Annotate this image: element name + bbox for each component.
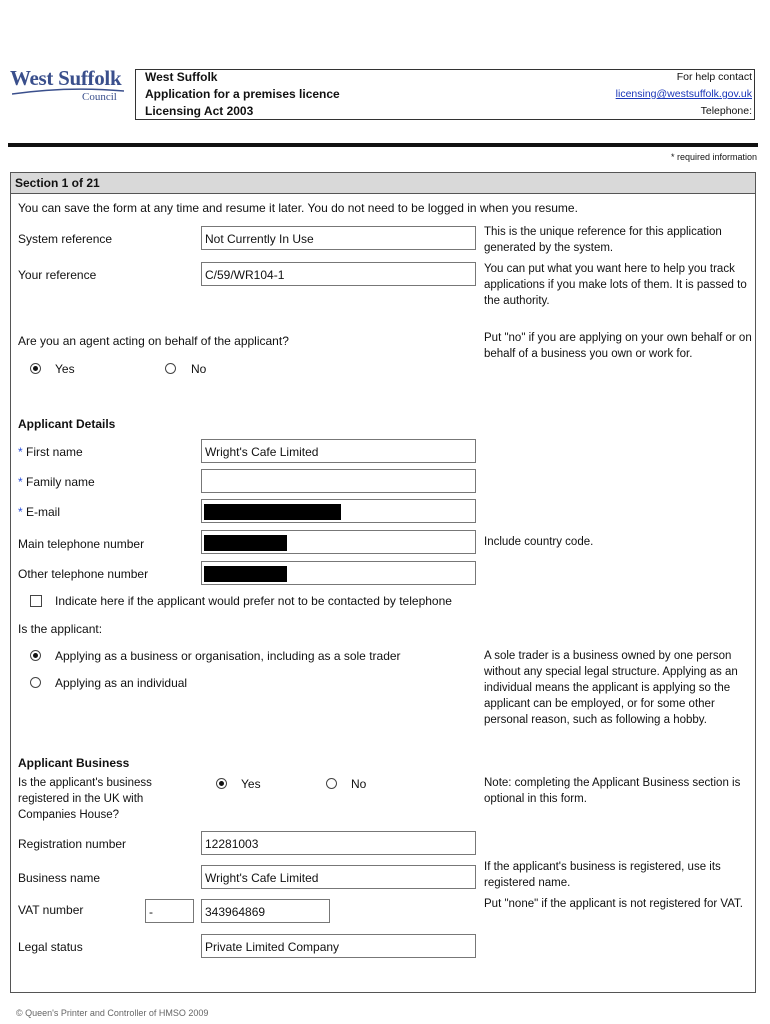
required-star: *	[18, 475, 23, 489]
main-phone-redaction	[204, 535, 287, 551]
help-contact-label: For help contact	[676, 71, 752, 83]
applicant-type-help: A sole trader is a business owned by one person without any special legal structure. Applying as an individual means the applicant is applying so the applicant can be employed, or for some other personal reason, such as following a hobby.	[484, 650, 738, 726]
companies-house-question: Is the applicant's business registered in the UK with Companies House?	[18, 777, 152, 821]
business-name-label: Business name	[18, 871, 101, 885]
applicant-details-heading: Applicant Details	[18, 417, 116, 431]
registration-number-label: Registration number	[18, 837, 127, 851]
applicant-type-business-label: Applying as a business or organisation, including as a sole trader	[55, 649, 401, 663]
system-reference-help: This is the unique reference for this application generated by the system.	[484, 226, 722, 254]
required-star: *	[18, 445, 23, 459]
applicant-business-heading: Applicant Business	[18, 756, 130, 770]
no-phone-contact-label: Indicate here if the applicant would prefer not to be contacted by telephone	[55, 594, 452, 608]
council-logo: West Suffolk	[10, 66, 122, 90]
email-label	[18, 505, 60, 519]
agent-no-radio[interactable]	[165, 363, 176, 374]
your-reference-help: You can put what you want here to help you track applications if you make lots of them. It is passed to the authority.	[484, 263, 747, 307]
first-name-label	[18, 445, 83, 459]
main-phone-help: Include country code.	[484, 536, 594, 548]
first-name-text: First name	[26, 445, 83, 459]
vat-prefix-field[interactable]: -	[145, 899, 194, 923]
agent-yes-radio[interactable]	[30, 363, 41, 374]
business-name-help: If the applicant's business is registered, use its registered name.	[484, 861, 721, 889]
companies-house-yes-radio[interactable]	[216, 778, 227, 789]
header-form-title: Application for a premises licence	[145, 87, 340, 101]
family-name-text: Family name	[26, 475, 95, 489]
system-reference-field[interactable]: Not Currently In Use	[201, 226, 476, 250]
applicant-type-individual-radio[interactable]	[30, 677, 41, 688]
help-email-link[interactable]: licensing@westsuffolk.gov.uk	[615, 88, 752, 100]
first-name-field[interactable]: Wright's Cafe Limited	[201, 439, 476, 463]
companies-house-no-label: No	[351, 777, 367, 791]
registration-number-field[interactable]: 12281003	[201, 831, 476, 855]
telephone-label: Telephone:	[700, 105, 752, 117]
agent-help: Put "no" if you are applying on your own behalf or on behalf of a business you own or work for.	[484, 332, 752, 360]
email-text: E-mail	[26, 505, 61, 519]
applicant-type-question: Is the applicant:	[18, 622, 103, 636]
other-phone-label: Other telephone number	[18, 567, 149, 581]
your-reference-field[interactable]: C/59/WR104-1	[201, 262, 476, 286]
header-council-name: West Suffolk	[145, 70, 218, 84]
your-reference-label: Your reference	[18, 268, 97, 282]
other-phone-field[interactable]	[201, 561, 476, 585]
legal-status-field[interactable]: Private Limited Company	[201, 934, 476, 958]
section-intro: You can save the form at any time and resume it later. You do not need to be logged in when you resume.	[18, 201, 578, 215]
header-act: Licensing Act 2003	[145, 104, 254, 118]
vat-help: Put "none" if the applicant is not registered for VAT.	[484, 898, 743, 910]
business-name-field[interactable]: Wright's Cafe Limited	[201, 865, 476, 889]
email-redaction	[204, 504, 341, 520]
applicant-type-business-radio[interactable]	[30, 650, 41, 661]
system-reference-label: System reference	[18, 232, 113, 246]
applicant-business-note: Note: completing the Applicant Business section is optional in this form.	[484, 777, 741, 805]
agent-yes-label: Yes	[55, 362, 75, 376]
vat-number-field[interactable]: 343964869	[201, 899, 330, 923]
section-title-bar: Section 1 of 21	[11, 173, 755, 194]
council-logo-subtitle: Council	[82, 91, 117, 103]
no-phone-contact-checkbox[interactable]	[30, 595, 42, 607]
vat-number-label: VAT number	[18, 903, 84, 917]
family-name-field[interactable]	[201, 469, 476, 493]
companies-house-yes-label: Yes	[241, 777, 261, 791]
legal-status-label: Legal status	[18, 940, 83, 954]
email-field[interactable]	[201, 499, 476, 523]
family-name-label	[18, 475, 95, 489]
required-star: *	[18, 505, 23, 519]
agent-question: Are you an agent acting on behalf of the applicant?	[18, 334, 289, 348]
header-divider	[8, 143, 758, 147]
agent-no-label: No	[191, 362, 207, 376]
required-info-note: * required information	[670, 152, 757, 162]
main-phone-field[interactable]	[201, 530, 476, 554]
companies-house-no-radio[interactable]	[326, 778, 337, 789]
applicant-type-individual-label: Applying as an individual	[55, 676, 188, 690]
main-phone-label: Main telephone number	[18, 537, 145, 551]
other-phone-redaction	[204, 566, 287, 582]
copyright-footer: © Queen's Printer and Controller of HMSO 2009	[16, 1008, 209, 1018]
